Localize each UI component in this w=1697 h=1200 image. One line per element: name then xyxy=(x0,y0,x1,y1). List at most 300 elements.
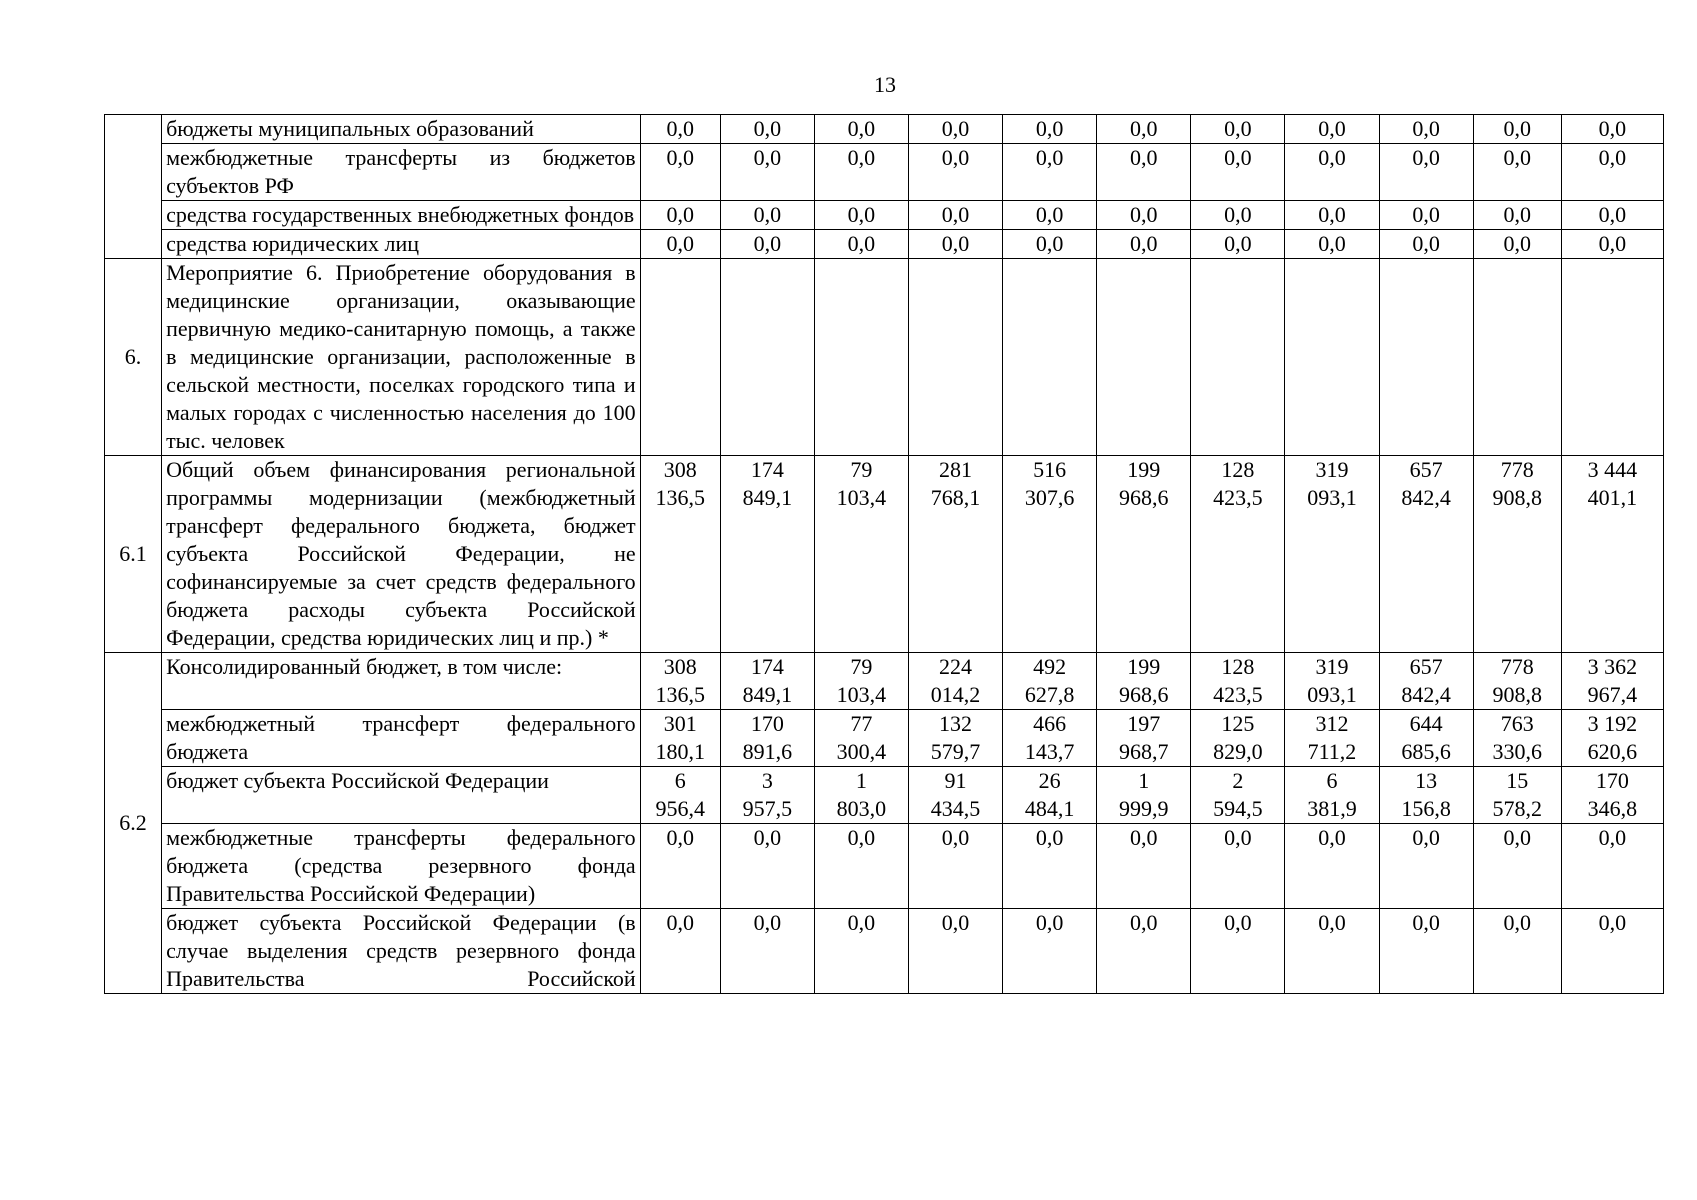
table-row xyxy=(105,909,1664,994)
value-cell xyxy=(1285,115,1379,144)
value-cell xyxy=(640,824,720,909)
value-line: 0,0 xyxy=(1318,202,1346,227)
value-cell xyxy=(1097,144,1191,201)
value-cell xyxy=(908,456,1002,653)
row-description-cell: межбюджетный трансферт федерального бюджета xyxy=(162,710,641,767)
value-cell xyxy=(1379,456,1473,653)
value-line: 956,4 xyxy=(655,796,705,821)
value-line: 0,0 xyxy=(666,116,694,141)
value-line: 0,0 xyxy=(666,910,694,935)
value-line: 6 xyxy=(674,768,686,793)
value-cell xyxy=(1285,201,1379,230)
value-cell xyxy=(1561,144,1663,201)
value-line: 346,8 xyxy=(1587,796,1638,821)
value-line: 685,6 xyxy=(1401,739,1451,764)
value-cell xyxy=(1561,767,1663,824)
value-cell xyxy=(720,230,814,259)
value-line: 0,0 xyxy=(1598,202,1627,227)
value-line: 0,0 xyxy=(847,145,876,170)
value-cell xyxy=(1561,710,1663,767)
value-line: 3 444 xyxy=(1587,457,1638,482)
value-cell xyxy=(1003,653,1097,710)
value-line: 0,0 xyxy=(753,910,782,935)
value-line: 224 xyxy=(939,654,973,679)
value-line: 0,0 xyxy=(1224,145,1252,170)
value-cell xyxy=(1473,259,1561,456)
value-line: 0,0 xyxy=(1318,145,1346,170)
financing-table xyxy=(104,114,1664,994)
value-line: 319 xyxy=(1315,654,1349,679)
value-line: 1 xyxy=(855,768,867,793)
row-description-cell: Общий объем финансирования региональной программы модернизации (межбюджетный трансферт федерального бюджета, бюджет субъекта Российской Федерации, не софинансируемые за счет средств федерального бюджета расходы субъекта Российской Федерации, средства юридических лиц и пр.) * xyxy=(162,456,641,653)
value-cell xyxy=(1561,653,1663,710)
value-line: 128 xyxy=(1221,457,1255,482)
value-cell xyxy=(640,653,720,710)
value-line: 093,1 xyxy=(1307,485,1357,510)
value-cell xyxy=(1473,767,1561,824)
value-line: 15 xyxy=(1506,768,1529,793)
table-row xyxy=(105,259,1664,456)
value-line: 0,0 xyxy=(1598,910,1627,935)
value-cell xyxy=(1003,824,1097,909)
value-cell xyxy=(1003,456,1097,653)
value-line: 578,2 xyxy=(1492,796,1542,821)
value-cell xyxy=(1097,710,1191,767)
value-line: 0,0 xyxy=(1503,825,1531,850)
value-line: 0,0 xyxy=(1224,825,1252,850)
value-cell xyxy=(1473,201,1561,230)
value-cell xyxy=(1191,230,1285,259)
value-cell xyxy=(908,909,1002,994)
value-line: 423,5 xyxy=(1213,682,1263,707)
value-line: 0,0 xyxy=(1224,231,1252,256)
value-line: 180,1 xyxy=(655,739,705,764)
value-cell xyxy=(1191,259,1285,456)
value-line: 0,0 xyxy=(1130,145,1158,170)
page-number: 13 xyxy=(874,72,896,97)
value-line: 6 xyxy=(1326,768,1338,793)
value-cell xyxy=(1285,909,1379,994)
value-cell xyxy=(720,456,814,653)
row-description-cell: средства государственных внебюджетных фондов xyxy=(162,201,641,230)
value-line: 0,0 xyxy=(1598,145,1627,170)
value-line: 308 xyxy=(663,457,697,482)
value-line: 170 xyxy=(1595,768,1629,793)
value-cell xyxy=(1097,201,1191,230)
value-line: 594,5 xyxy=(1213,796,1263,821)
value-line: 0,0 xyxy=(1130,910,1158,935)
value-line: 307,6 xyxy=(1024,485,1075,510)
value-line: 014,2 xyxy=(930,682,981,707)
value-cell xyxy=(908,824,1002,909)
value-cell xyxy=(1003,144,1097,201)
value-cell xyxy=(1379,230,1473,259)
value-cell xyxy=(1285,824,1379,909)
value-line: 908,8 xyxy=(1492,682,1542,707)
value-cell xyxy=(1561,824,1663,909)
value-cell xyxy=(1561,259,1663,456)
value-line: 711,2 xyxy=(1307,739,1357,764)
value-line: 91 xyxy=(944,768,967,793)
value-line: 842,4 xyxy=(1401,682,1451,707)
value-cell xyxy=(1191,456,1285,653)
value-line: 0,0 xyxy=(753,202,782,227)
value-cell xyxy=(1003,909,1097,994)
value-cell xyxy=(720,115,814,144)
value-line: 768,1 xyxy=(930,485,981,510)
value-line: 281 xyxy=(939,457,973,482)
value-cell xyxy=(1191,144,1285,201)
value-cell xyxy=(908,115,1002,144)
value-cell xyxy=(908,653,1002,710)
value-line: 0,0 xyxy=(1035,116,1064,141)
value-line: 0,0 xyxy=(1503,116,1531,141)
value-cell xyxy=(1097,230,1191,259)
value-cell xyxy=(1285,710,1379,767)
value-cell xyxy=(814,230,908,259)
value-cell xyxy=(1097,767,1191,824)
value-line: 0,0 xyxy=(1224,202,1252,227)
value-cell xyxy=(1473,824,1561,909)
value-cell xyxy=(1097,259,1191,456)
value-line: 0,0 xyxy=(753,825,782,850)
value-cell xyxy=(640,710,720,767)
value-line: 0,0 xyxy=(1035,231,1064,256)
value-line: 0,0 xyxy=(941,145,970,170)
value-line: 1 xyxy=(1138,768,1150,793)
value-cell xyxy=(908,230,1002,259)
value-cell xyxy=(1003,259,1097,456)
value-line: 0,0 xyxy=(666,202,694,227)
value-line: 0,0 xyxy=(1412,116,1440,141)
value-line: 0,0 xyxy=(1035,910,1064,935)
value-cell xyxy=(1191,824,1285,909)
value-cell xyxy=(1561,230,1663,259)
row-description-cell: Консолидированный бюджет, в том числе: xyxy=(162,653,641,710)
value-cell xyxy=(1379,767,1473,824)
value-cell xyxy=(1379,824,1473,909)
value-cell xyxy=(1097,115,1191,144)
table-row xyxy=(105,824,1664,909)
row-number-cell: 6.1 xyxy=(105,456,162,653)
value-line: 0,0 xyxy=(941,116,970,141)
value-line: 999,9 xyxy=(1119,796,1169,821)
value-cell xyxy=(1191,201,1285,230)
value-cell xyxy=(640,456,720,653)
table-row xyxy=(105,115,1664,144)
value-line: 2 xyxy=(1232,768,1244,793)
value-line: 0,0 xyxy=(1598,116,1627,141)
value-cell xyxy=(720,824,814,909)
value-line: 466 xyxy=(1033,711,1067,736)
value-cell xyxy=(908,144,1002,201)
value-line: 103,4 xyxy=(836,682,887,707)
value-line: 26 xyxy=(1038,768,1061,793)
value-cell xyxy=(814,824,908,909)
value-line: 156,8 xyxy=(1401,796,1451,821)
value-line: 516 xyxy=(1033,457,1067,482)
value-line: 0,0 xyxy=(1224,116,1252,141)
value-line: 0,0 xyxy=(847,116,876,141)
value-line: 301 xyxy=(663,711,697,736)
value-line: 0,0 xyxy=(1130,231,1158,256)
value-line: 423,5 xyxy=(1213,485,1263,510)
value-line: 0,0 xyxy=(941,202,970,227)
value-line: 0,0 xyxy=(1412,231,1440,256)
value-line: 484,1 xyxy=(1024,796,1075,821)
value-line: 103,4 xyxy=(836,485,887,510)
value-line: 842,4 xyxy=(1401,485,1451,510)
value-line: 0,0 xyxy=(847,202,876,227)
value-cell xyxy=(908,259,1002,456)
value-line: 77 xyxy=(850,711,873,736)
value-cell xyxy=(1379,259,1473,456)
value-cell xyxy=(640,909,720,994)
row-number-cell: 6.2 xyxy=(105,653,162,994)
value-line: 0,0 xyxy=(1503,202,1531,227)
value-line: 0,0 xyxy=(1035,145,1064,170)
value-line: 093,1 xyxy=(1307,682,1357,707)
value-line: 0,0 xyxy=(847,825,876,850)
value-cell xyxy=(814,115,908,144)
row-description-cell: межбюджетные трансферты из бюджетов субъектов РФ xyxy=(162,144,641,201)
value-line: 381,9 xyxy=(1307,796,1357,821)
row-description-cell: Мероприятие 6. Приобретение оборудования в медицинские организации, оказывающие первичную медико-санитарную помощь, а также в медицинские организации, расположенные в сельской местности, поселках городского типа и малых городах с численностью населения до 100 тыс. человек xyxy=(162,259,641,456)
value-cell xyxy=(1561,115,1663,144)
row-number-cell xyxy=(105,115,162,259)
table-row xyxy=(105,653,1664,710)
value-cell xyxy=(640,201,720,230)
value-cell xyxy=(1003,115,1097,144)
value-cell xyxy=(1379,710,1473,767)
value-line: 763 xyxy=(1500,711,1534,736)
value-line: 79 xyxy=(850,457,873,482)
value-line: 312 xyxy=(1315,711,1349,736)
value-line: 174 xyxy=(750,457,784,482)
table-row xyxy=(105,230,1664,259)
value-line: 174 xyxy=(750,654,784,679)
value-line: 0,0 xyxy=(753,231,782,256)
value-line: 579,7 xyxy=(930,739,981,764)
value-cell xyxy=(1473,144,1561,201)
value-line: 0,0 xyxy=(1318,231,1346,256)
value-line: 128 xyxy=(1221,654,1255,679)
value-line: 0,0 xyxy=(1035,202,1064,227)
value-cell xyxy=(640,259,720,456)
value-line: 0,0 xyxy=(1503,910,1531,935)
value-cell xyxy=(908,767,1002,824)
value-cell xyxy=(1285,259,1379,456)
value-cell xyxy=(1473,115,1561,144)
value-cell xyxy=(1379,653,1473,710)
value-cell xyxy=(1097,456,1191,653)
table-row xyxy=(105,201,1664,230)
value-line: 829,0 xyxy=(1213,739,1263,764)
value-cell xyxy=(1191,710,1285,767)
table-row xyxy=(105,710,1664,767)
value-line: 778 xyxy=(1500,457,1534,482)
value-cell xyxy=(1473,230,1561,259)
value-line: 3 192 xyxy=(1587,711,1638,736)
value-cell xyxy=(814,909,908,994)
value-cell xyxy=(720,767,814,824)
value-line: 0,0 xyxy=(941,231,970,256)
value-line: 957,5 xyxy=(742,796,793,821)
value-cell xyxy=(1379,115,1473,144)
value-line: 0,0 xyxy=(1412,145,1440,170)
value-line: 0,0 xyxy=(1598,231,1627,256)
value-line: 849,1 xyxy=(742,682,793,707)
value-line: 0,0 xyxy=(1130,825,1158,850)
value-line: 3 xyxy=(761,768,773,793)
value-cell xyxy=(1473,456,1561,653)
value-line: 967,4 xyxy=(1587,682,1638,707)
row-number-cell: 6. xyxy=(105,259,162,456)
value-line: 197 xyxy=(1127,711,1161,736)
value-line: 0,0 xyxy=(1412,825,1440,850)
value-line: 136,5 xyxy=(655,485,705,510)
value-line: 0,0 xyxy=(1598,825,1627,850)
value-line: 13 xyxy=(1415,768,1438,793)
value-line: 0,0 xyxy=(941,910,970,935)
value-cell xyxy=(720,710,814,767)
value-cell xyxy=(1285,653,1379,710)
value-line: 0,0 xyxy=(941,825,970,850)
row-description-cell: бюджеты муниципальных образований xyxy=(162,115,641,144)
value-line: 199 xyxy=(1127,457,1161,482)
value-cell xyxy=(1191,767,1285,824)
value-line: 0,0 xyxy=(1412,910,1440,935)
value-line: 657 xyxy=(1409,457,1443,482)
value-line: 968,6 xyxy=(1119,485,1169,510)
value-line: 891,6 xyxy=(742,739,793,764)
value-cell xyxy=(1097,909,1191,994)
value-cell xyxy=(814,201,908,230)
value-cell xyxy=(640,115,720,144)
value-cell xyxy=(640,144,720,201)
value-cell xyxy=(1285,230,1379,259)
value-line: 968,7 xyxy=(1119,739,1169,764)
value-cell xyxy=(814,456,908,653)
value-cell xyxy=(640,767,720,824)
value-line: 0,0 xyxy=(1130,116,1158,141)
value-cell xyxy=(640,230,720,259)
value-line: 0,0 xyxy=(1130,202,1158,227)
value-line: 79 xyxy=(850,654,873,679)
value-cell xyxy=(1003,710,1097,767)
value-line: 170 xyxy=(750,711,784,736)
value-line: 125 xyxy=(1221,711,1255,736)
value-line: 492 xyxy=(1033,654,1067,679)
value-cell xyxy=(720,144,814,201)
value-line: 0,0 xyxy=(753,116,782,141)
value-line: 0,0 xyxy=(666,231,694,256)
value-cell xyxy=(1003,767,1097,824)
value-line: 199 xyxy=(1127,654,1161,679)
value-cell xyxy=(1285,456,1379,653)
value-cell xyxy=(1191,653,1285,710)
value-cell xyxy=(1097,824,1191,909)
value-cell xyxy=(814,767,908,824)
value-line: 0,0 xyxy=(1318,910,1346,935)
table-row xyxy=(105,767,1664,824)
value-line: 132 xyxy=(939,711,973,736)
value-line: 0,0 xyxy=(1224,910,1252,935)
value-line: 0,0 xyxy=(1318,116,1346,141)
value-line: 0,0 xyxy=(1503,145,1531,170)
value-line: 0,0 xyxy=(666,825,694,850)
row-description-cell: бюджет субъекта Российской Федерации xyxy=(162,767,641,824)
value-cell xyxy=(1379,144,1473,201)
value-cell xyxy=(720,259,814,456)
value-cell xyxy=(1097,653,1191,710)
value-line: 0,0 xyxy=(1035,825,1064,850)
value-cell xyxy=(908,201,1002,230)
value-line: 0,0 xyxy=(1318,825,1346,850)
value-cell xyxy=(1473,710,1561,767)
value-line: 0,0 xyxy=(1412,202,1440,227)
value-line: 908,8 xyxy=(1492,485,1542,510)
value-cell xyxy=(814,710,908,767)
value-line: 627,8 xyxy=(1024,682,1075,707)
value-cell xyxy=(1379,201,1473,230)
value-cell xyxy=(814,144,908,201)
value-line: 300,4 xyxy=(836,739,887,764)
value-cell xyxy=(1561,201,1663,230)
value-cell xyxy=(1003,201,1097,230)
value-line: 401,1 xyxy=(1587,485,1638,510)
value-cell xyxy=(1379,909,1473,994)
value-line: 0,0 xyxy=(666,145,694,170)
value-cell xyxy=(1285,767,1379,824)
value-line: 0,0 xyxy=(847,910,876,935)
value-line: 330,6 xyxy=(1492,739,1542,764)
value-line: 0,0 xyxy=(1503,231,1531,256)
value-line: 136,5 xyxy=(655,682,705,707)
value-cell xyxy=(814,653,908,710)
value-cell xyxy=(1473,909,1561,994)
value-cell xyxy=(1285,144,1379,201)
value-line: 3 362 xyxy=(1587,654,1638,679)
value-cell xyxy=(1003,230,1097,259)
value-cell xyxy=(720,909,814,994)
value-line: 778 xyxy=(1500,654,1534,679)
row-description-cell: средства юридических лиц xyxy=(162,230,641,259)
value-cell xyxy=(908,710,1002,767)
row-description-cell: бюджет субъекта Российской Федерации (в случае выделения средств резервного фонда Правительства Российской xyxy=(162,909,641,994)
value-line: 644 xyxy=(1409,711,1443,736)
value-line: 620,6 xyxy=(1587,739,1638,764)
value-line: 0,0 xyxy=(847,231,876,256)
value-cell xyxy=(1561,909,1663,994)
value-cell xyxy=(1473,653,1561,710)
value-line: 849,1 xyxy=(742,485,793,510)
value-line: 968,6 xyxy=(1119,682,1169,707)
table-row xyxy=(105,456,1664,653)
value-cell xyxy=(720,653,814,710)
value-line: 308 xyxy=(663,654,697,679)
value-cell xyxy=(1191,909,1285,994)
value-line: 434,5 xyxy=(930,796,981,821)
value-line: 143,7 xyxy=(1024,739,1075,764)
value-line: 803,0 xyxy=(836,796,887,821)
value-cell xyxy=(1191,115,1285,144)
value-line: 319 xyxy=(1315,457,1349,482)
row-description-cell: межбюджетные трансферты федерального бюджета (средства резервного фонда Правительства Российской Федерации) xyxy=(162,824,641,909)
value-cell xyxy=(814,259,908,456)
value-cell xyxy=(1561,456,1663,653)
value-line: 657 xyxy=(1409,654,1443,679)
